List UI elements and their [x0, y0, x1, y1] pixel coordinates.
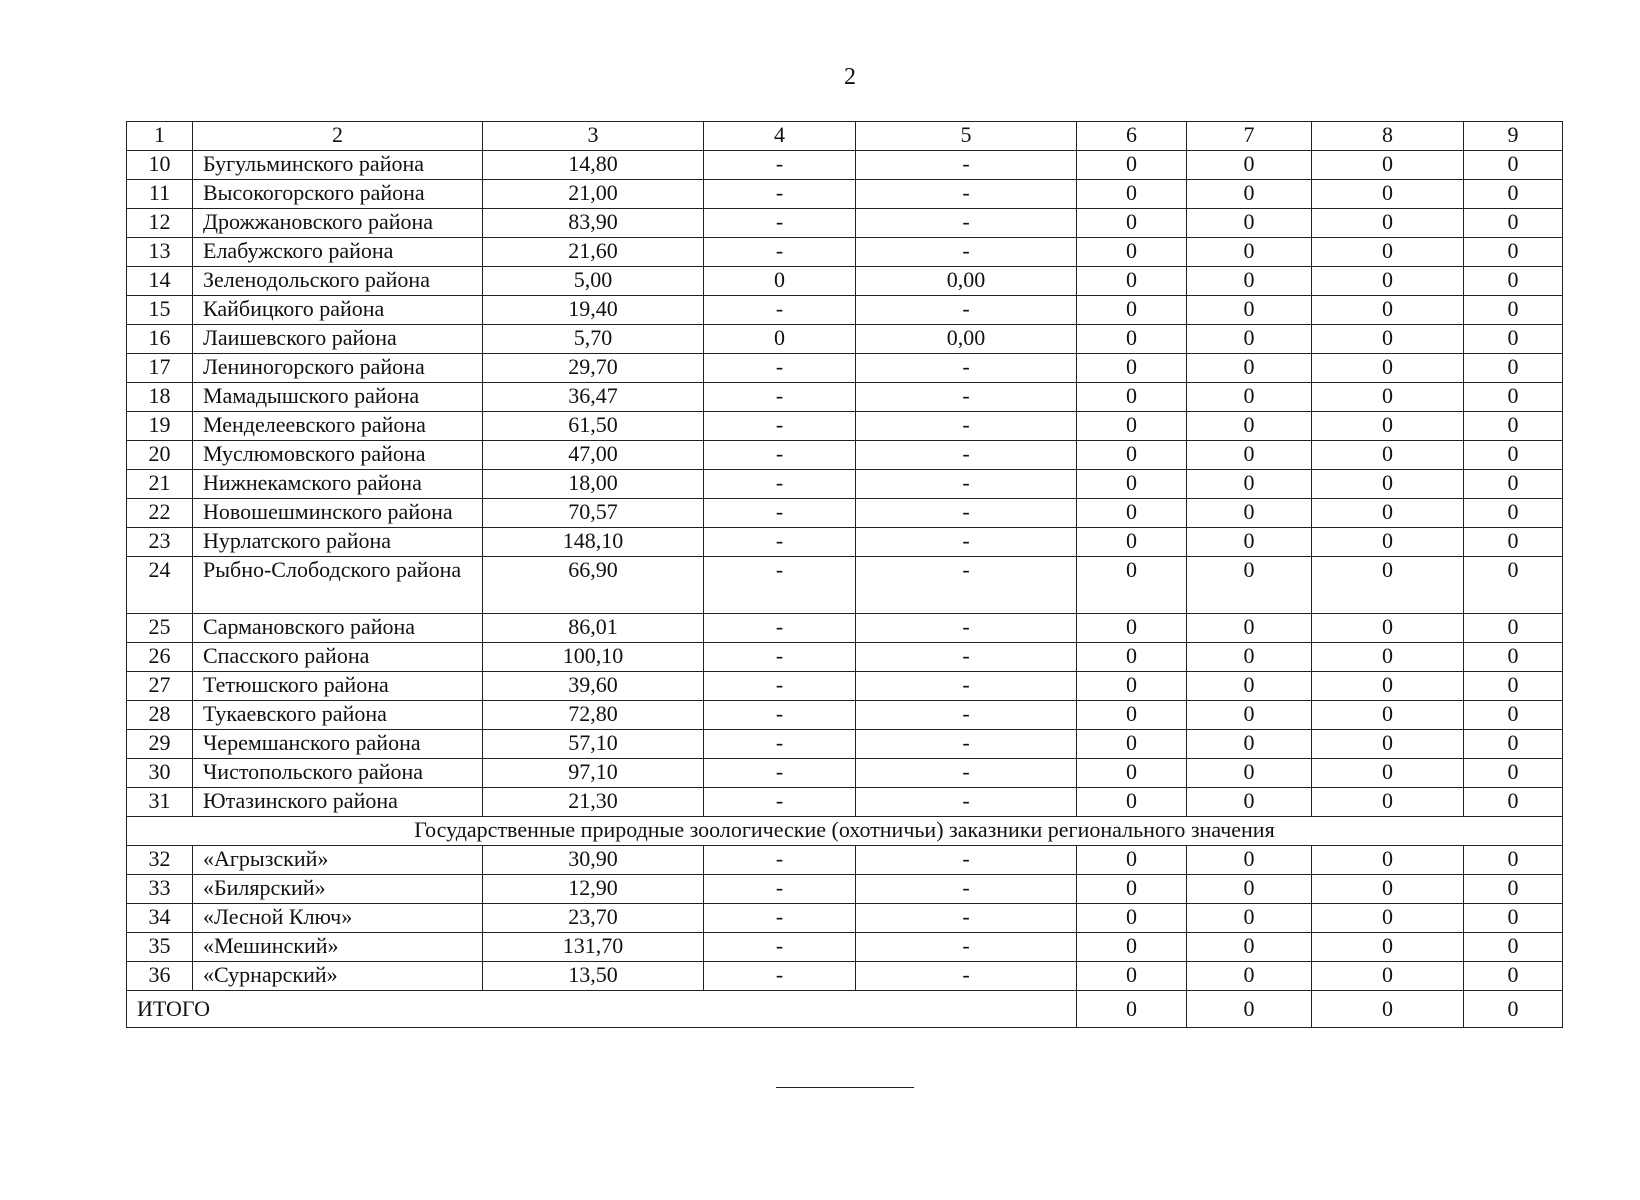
col7-cell: 0 [1187, 672, 1312, 701]
col6-cell: 0 [1077, 701, 1187, 730]
col5-cell: - [856, 441, 1077, 470]
col4-cell: - [704, 441, 856, 470]
name-cell: «Билярский» [193, 875, 483, 904]
header-cell: 1 [127, 122, 193, 151]
end-rule [776, 1087, 914, 1088]
table-row [127, 759, 1563, 788]
name-cell: Кайбицкого района [193, 296, 483, 325]
col6-cell: 0 [1077, 643, 1187, 672]
table-row [127, 643, 1563, 672]
section-row [127, 817, 1563, 846]
total-value-cell: 0 [1312, 991, 1464, 1028]
col5-cell: - [856, 614, 1077, 643]
col8-cell: 0 [1312, 412, 1464, 441]
area-cell: 86,01 [483, 614, 704, 643]
col5-cell: 0,00 [856, 325, 1077, 354]
name-cell: Зеленодольского района [193, 267, 483, 296]
name-cell: Муслюмовского района [193, 441, 483, 470]
col6-cell: 0 [1077, 846, 1187, 875]
col6-cell: 0 [1077, 788, 1187, 817]
area-cell: 131,70 [483, 933, 704, 962]
col9-cell: 0 [1464, 730, 1563, 759]
row-number-cell: 25 [127, 614, 193, 643]
col4-cell: - [704, 614, 856, 643]
col5-cell: - [856, 846, 1077, 875]
col9-cell: 0 [1464, 846, 1563, 875]
col8-cell: 0 [1312, 470, 1464, 499]
header-cell: 8 [1312, 122, 1464, 151]
col9-cell: 0 [1464, 412, 1563, 441]
col4-cell: - [704, 296, 856, 325]
col7-cell: 0 [1187, 614, 1312, 643]
col4-cell: - [704, 962, 856, 991]
area-cell: 13,50 [483, 962, 704, 991]
col5-cell: - [856, 383, 1077, 412]
data-table [126, 121, 1563, 1028]
header-cell: 7 [1187, 122, 1312, 151]
col6-cell: 0 [1077, 470, 1187, 499]
table-row [127, 238, 1563, 267]
col7-cell: 0 [1187, 354, 1312, 383]
col7-cell: 0 [1187, 730, 1312, 759]
col8-cell: 0 [1312, 354, 1464, 383]
table-row [127, 412, 1563, 441]
col5-cell: - [856, 643, 1077, 672]
col7-cell: 0 [1187, 846, 1312, 875]
section-title: Государственные природные зоологические (охотничьи) заказники регионального значения [127, 817, 1563, 846]
row-number-cell: 36 [127, 962, 193, 991]
col4-cell: - [704, 180, 856, 209]
col8-cell: 0 [1312, 643, 1464, 672]
col8-cell: 0 [1312, 701, 1464, 730]
table-row [127, 354, 1563, 383]
col6-cell: 0 [1077, 730, 1187, 759]
header-cell: 5 [856, 122, 1077, 151]
area-cell: 83,90 [483, 209, 704, 238]
col4-cell: - [704, 788, 856, 817]
area-cell: 72,80 [483, 701, 704, 730]
col7-cell: 0 [1187, 933, 1312, 962]
col7-cell: 0 [1187, 904, 1312, 933]
row-number-cell: 23 [127, 528, 193, 557]
col8-cell: 0 [1312, 614, 1464, 643]
col4-cell: - [704, 759, 856, 788]
col6-cell: 0 [1077, 933, 1187, 962]
col7-cell: 0 [1187, 788, 1312, 817]
table-row [127, 701, 1563, 730]
table-row [127, 962, 1563, 991]
col5-cell: - [856, 151, 1077, 180]
total-value-cell: 0 [1187, 991, 1312, 1028]
name-cell: Тетюшского района [193, 672, 483, 701]
row-number-cell: 32 [127, 846, 193, 875]
col5-cell: - [856, 672, 1077, 701]
col6-cell: 0 [1077, 875, 1187, 904]
row-number-cell: 13 [127, 238, 193, 267]
col9-cell: 0 [1464, 383, 1563, 412]
col7-cell: 0 [1187, 383, 1312, 412]
col8-cell: 0 [1312, 759, 1464, 788]
col4-cell: - [704, 933, 856, 962]
col5-cell: - [856, 904, 1077, 933]
col4-cell: - [704, 846, 856, 875]
col9-cell: 0 [1464, 701, 1563, 730]
col7-cell: 0 [1187, 209, 1312, 238]
col8-cell: 0 [1312, 528, 1464, 557]
area-cell: 14,80 [483, 151, 704, 180]
col6-cell: 0 [1077, 557, 1187, 614]
col5-cell: - [856, 296, 1077, 325]
col4-cell: - [704, 499, 856, 528]
total-row [127, 991, 1563, 1028]
row-number-cell: 21 [127, 470, 193, 499]
area-cell: 100,10 [483, 643, 704, 672]
col6-cell: 0 [1077, 238, 1187, 267]
col6-cell: 0 [1077, 412, 1187, 441]
col4-cell: - [704, 383, 856, 412]
col9-cell: 0 [1464, 238, 1563, 267]
col8-cell: 0 [1312, 209, 1464, 238]
table-row [127, 672, 1563, 701]
col7-cell: 0 [1187, 759, 1312, 788]
col8-cell: 0 [1312, 672, 1464, 701]
area-cell: 19,40 [483, 296, 704, 325]
col7-cell: 0 [1187, 238, 1312, 267]
col9-cell: 0 [1464, 267, 1563, 296]
col9-cell: 0 [1464, 759, 1563, 788]
row-number-cell: 10 [127, 151, 193, 180]
col5-cell: - [856, 238, 1077, 267]
name-cell: Лениногорского района [193, 354, 483, 383]
col9-cell: 0 [1464, 875, 1563, 904]
table-row [127, 499, 1563, 528]
col9-cell: 0 [1464, 470, 1563, 499]
table-row [127, 528, 1563, 557]
name-cell: «Мешинский» [193, 933, 483, 962]
col7-cell: 0 [1187, 701, 1312, 730]
col4-cell: - [704, 875, 856, 904]
col4-cell: - [704, 412, 856, 441]
col8-cell: 0 [1312, 904, 1464, 933]
col9-cell: 0 [1464, 528, 1563, 557]
col7-cell: 0 [1187, 528, 1312, 557]
total-value-cell: 0 [1077, 991, 1187, 1028]
area-cell: 39,60 [483, 672, 704, 701]
area-cell: 36,47 [483, 383, 704, 412]
name-cell: Сармановского района [193, 614, 483, 643]
col4-cell: - [704, 730, 856, 759]
name-cell: Новошешминского района [193, 499, 483, 528]
row-number-cell: 18 [127, 383, 193, 412]
col7-cell: 0 [1187, 267, 1312, 296]
col6-cell: 0 [1077, 151, 1187, 180]
col5-cell: - [856, 354, 1077, 383]
col7-cell: 0 [1187, 470, 1312, 499]
row-number-cell: 17 [127, 354, 193, 383]
col6-cell: 0 [1077, 904, 1187, 933]
col7-cell: 0 [1187, 643, 1312, 672]
col7-cell: 0 [1187, 151, 1312, 180]
col9-cell: 0 [1464, 557, 1563, 614]
name-cell: «Агрызский» [193, 846, 483, 875]
name-cell: Спасского района [193, 643, 483, 672]
col5-cell: - [856, 933, 1077, 962]
col7-cell: 0 [1187, 962, 1312, 991]
area-cell: 5,00 [483, 267, 704, 296]
col5-cell: - [856, 499, 1077, 528]
col5-cell: - [856, 875, 1077, 904]
area-cell: 57,10 [483, 730, 704, 759]
table-row [127, 557, 1563, 614]
col4-cell: 0 [704, 325, 856, 354]
area-cell: 21,00 [483, 180, 704, 209]
name-cell: Елабужского района [193, 238, 483, 267]
col4-cell: - [704, 904, 856, 933]
name-cell: Нурлатского района [193, 528, 483, 557]
name-cell: Ютазинского района [193, 788, 483, 817]
col9-cell: 0 [1464, 151, 1563, 180]
col9-cell: 0 [1464, 354, 1563, 383]
col8-cell: 0 [1312, 325, 1464, 354]
col8-cell: 0 [1312, 730, 1464, 759]
col5-cell: - [856, 759, 1077, 788]
area-cell: 23,70 [483, 904, 704, 933]
table-row [127, 267, 1563, 296]
row-number-cell: 22 [127, 499, 193, 528]
col5-cell: - [856, 962, 1077, 991]
row-number-cell: 29 [127, 730, 193, 759]
col4-cell: - [704, 528, 856, 557]
row-number-cell: 12 [127, 209, 193, 238]
header-cell: 4 [704, 122, 856, 151]
col6-cell: 0 [1077, 354, 1187, 383]
row-number-cell: 35 [127, 933, 193, 962]
name-cell: Менделеевского района [193, 412, 483, 441]
name-cell: «Лесной Ключ» [193, 904, 483, 933]
name-cell: Нижнекамского района [193, 470, 483, 499]
col6-cell: 0 [1077, 672, 1187, 701]
name-cell: Тукаевского района [193, 701, 483, 730]
header-cell: 3 [483, 122, 704, 151]
col5-cell: - [856, 470, 1077, 499]
row-number-cell: 20 [127, 441, 193, 470]
col8-cell: 0 [1312, 962, 1464, 991]
area-cell: 5,70 [483, 325, 704, 354]
area-cell: 21,30 [483, 788, 704, 817]
col7-cell: 0 [1187, 557, 1312, 614]
col8-cell: 0 [1312, 933, 1464, 962]
row-number-cell: 16 [127, 325, 193, 354]
col4-cell: - [704, 470, 856, 499]
col5-cell: - [856, 701, 1077, 730]
col9-cell: 0 [1464, 209, 1563, 238]
page-number: 2 [844, 64, 856, 90]
area-cell: 66,90 [483, 557, 704, 614]
col9-cell: 0 [1464, 441, 1563, 470]
table-row [127, 846, 1563, 875]
col5-cell: - [856, 412, 1077, 441]
name-cell: Дрожжановского района [193, 209, 483, 238]
col6-cell: 0 [1077, 614, 1187, 643]
col4-cell: - [704, 151, 856, 180]
table-row [127, 933, 1563, 962]
col8-cell: 0 [1312, 238, 1464, 267]
col4-cell: - [704, 209, 856, 238]
table-row [127, 296, 1563, 325]
table-row [127, 383, 1563, 412]
table-row [127, 788, 1563, 817]
col9-cell: 0 [1464, 180, 1563, 209]
col9-cell: 0 [1464, 788, 1563, 817]
header-cell: 2 [193, 122, 483, 151]
col6-cell: 0 [1077, 180, 1187, 209]
row-number-cell: 31 [127, 788, 193, 817]
row-number-cell: 15 [127, 296, 193, 325]
name-cell: Черемшанского района [193, 730, 483, 759]
col6-cell: 0 [1077, 499, 1187, 528]
col7-cell: 0 [1187, 325, 1312, 354]
total-value-cell: 0 [1464, 991, 1563, 1028]
col4-cell: - [704, 557, 856, 614]
col8-cell: 0 [1312, 499, 1464, 528]
col7-cell: 0 [1187, 441, 1312, 470]
col6-cell: 0 [1077, 383, 1187, 412]
table-row [127, 904, 1563, 933]
name-cell: Бугульминского района [193, 151, 483, 180]
area-cell: 61,50 [483, 412, 704, 441]
row-number-cell: 33 [127, 875, 193, 904]
col9-cell: 0 [1464, 904, 1563, 933]
col6-cell: 0 [1077, 267, 1187, 296]
col8-cell: 0 [1312, 180, 1464, 209]
col5-cell: 0,00 [856, 267, 1077, 296]
table-row [127, 730, 1563, 759]
table-body [127, 122, 1563, 1028]
name-cell: Мамадышского района [193, 383, 483, 412]
col9-cell: 0 [1464, 296, 1563, 325]
table-row [127, 180, 1563, 209]
col6-cell: 0 [1077, 209, 1187, 238]
col8-cell: 0 [1312, 151, 1464, 180]
table-row [127, 470, 1563, 499]
col8-cell: 0 [1312, 441, 1464, 470]
area-cell: 148,10 [483, 528, 704, 557]
col8-cell: 0 [1312, 383, 1464, 412]
col4-cell: - [704, 238, 856, 267]
row-number-cell: 30 [127, 759, 193, 788]
area-cell: 29,70 [483, 354, 704, 383]
row-number-cell: 28 [127, 701, 193, 730]
col8-cell: 0 [1312, 267, 1464, 296]
col4-cell: - [704, 354, 856, 383]
header-cell: 6 [1077, 122, 1187, 151]
col8-cell: 0 [1312, 296, 1464, 325]
col5-cell: - [856, 528, 1077, 557]
col6-cell: 0 [1077, 759, 1187, 788]
col5-cell: - [856, 788, 1077, 817]
col4-cell: 0 [704, 267, 856, 296]
col4-cell: - [704, 701, 856, 730]
row-number-cell: 26 [127, 643, 193, 672]
name-cell: Чистопольского района [193, 759, 483, 788]
name-cell: Рыбно-Слободского района [193, 557, 483, 614]
col4-cell: - [704, 672, 856, 701]
col5-cell: - [856, 730, 1077, 759]
area-cell: 47,00 [483, 441, 704, 470]
table-row [127, 614, 1563, 643]
col6-cell: 0 [1077, 962, 1187, 991]
col7-cell: 0 [1187, 875, 1312, 904]
col6-cell: 0 [1077, 441, 1187, 470]
col7-cell: 0 [1187, 499, 1312, 528]
header-row [127, 122, 1563, 151]
col9-cell: 0 [1464, 933, 1563, 962]
col6-cell: 0 [1077, 325, 1187, 354]
table-row [127, 875, 1563, 904]
name-cell: «Сурнарский» [193, 962, 483, 991]
area-cell: 70,57 [483, 499, 704, 528]
table-row [127, 209, 1563, 238]
table-row [127, 151, 1563, 180]
col8-cell: 0 [1312, 846, 1464, 875]
area-cell: 97,10 [483, 759, 704, 788]
row-number-cell: 11 [127, 180, 193, 209]
header-cell: 9 [1464, 122, 1563, 151]
row-number-cell: 19 [127, 412, 193, 441]
col4-cell: - [704, 643, 856, 672]
col8-cell: 0 [1312, 875, 1464, 904]
col5-cell: - [856, 180, 1077, 209]
col8-cell: 0 [1312, 788, 1464, 817]
col9-cell: 0 [1464, 499, 1563, 528]
row-number-cell: 27 [127, 672, 193, 701]
col6-cell: 0 [1077, 528, 1187, 557]
area-cell: 18,00 [483, 470, 704, 499]
col9-cell: 0 [1464, 614, 1563, 643]
col9-cell: 0 [1464, 643, 1563, 672]
col5-cell: - [856, 557, 1077, 614]
col7-cell: 0 [1187, 296, 1312, 325]
col7-cell: 0 [1187, 412, 1312, 441]
row-number-cell: 24 [127, 557, 193, 614]
col9-cell: 0 [1464, 962, 1563, 991]
area-cell: 30,90 [483, 846, 704, 875]
table-row [127, 441, 1563, 470]
total-label: ИТОГО [127, 991, 1077, 1028]
col9-cell: 0 [1464, 672, 1563, 701]
row-number-cell: 14 [127, 267, 193, 296]
col6-cell: 0 [1077, 296, 1187, 325]
name-cell: Лаишевского района [193, 325, 483, 354]
col9-cell: 0 [1464, 325, 1563, 354]
row-number-cell: 34 [127, 904, 193, 933]
col8-cell: 0 [1312, 557, 1464, 614]
col5-cell: - [856, 209, 1077, 238]
area-cell: 12,90 [483, 875, 704, 904]
name-cell: Высокогорского района [193, 180, 483, 209]
col7-cell: 0 [1187, 180, 1312, 209]
table-row [127, 325, 1563, 354]
area-cell: 21,60 [483, 238, 704, 267]
